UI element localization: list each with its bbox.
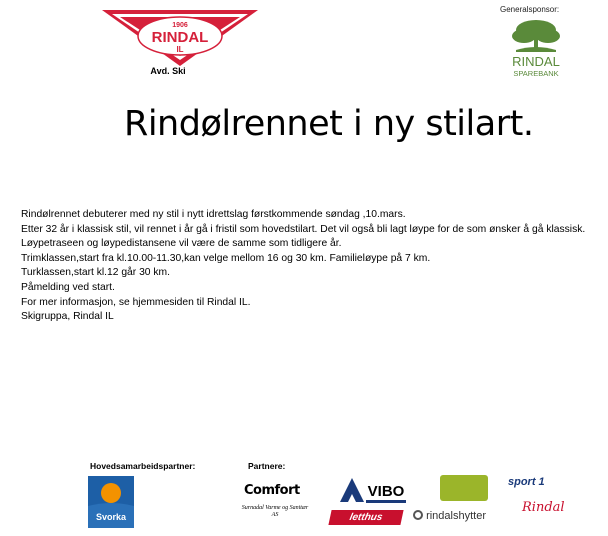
- rindalshytter-name: rindalshytter: [426, 510, 486, 522]
- rindalshytter-logo: [413, 510, 486, 522]
- svorka-name: Svorka: [95, 512, 127, 522]
- rindal-sparebank-logo: [500, 14, 572, 80]
- rindalshytter-ring-icon: [413, 510, 423, 520]
- club-name: RINDAL: [151, 29, 209, 46]
- vibo-name: VIBO: [367, 483, 405, 500]
- club-suffix: IL: [176, 45, 184, 54]
- svorka-logo: [88, 476, 134, 528]
- club-department: Avd. Ski: [150, 66, 186, 76]
- body-paragraph: Trimklassen,start fra kl.10.00-11.30,kan velge mellom 16 og 30 km. Familieløype på 7 km.: [21, 252, 431, 264]
- club-year: 1906: [172, 22, 188, 29]
- rindal-partner-logo: Rindal: [522, 500, 565, 515]
- body-paragraph: Rindølrennet debuterer med ny stil i nytt idrettslag førstkommende søndag ,10.mars.: [21, 209, 406, 220]
- vibo-logo: [336, 474, 408, 508]
- letthus-logo: letthus: [328, 510, 403, 525]
- article-body: [21, 208, 591, 325]
- sport1-logo: sport 1: [508, 476, 545, 488]
- rindalshytter-badge-icon: [440, 475, 488, 501]
- sponsor-sub: SPAREBANK: [513, 69, 559, 78]
- body-paragraph: For mer informasjon, se hjemmesiden til Rindal IL.: [21, 296, 251, 308]
- body-paragraph: Turklassen,start kl.12 går 30 km.: [21, 267, 170, 279]
- sponsor-label: Generalsponsor:: [500, 5, 560, 14]
- comfort-logo: Comfort: [244, 483, 300, 498]
- body-paragraph: Etter 32 år i klassisk stil, vil rennet i år gå i fristil som hovedstilart. Det vil også bli lagt løype for de som ønsker å gå klassisk.: [21, 223, 586, 235]
- body-paragraph: Påmelding ved start.: [21, 281, 115, 293]
- sponsor-name: RINDAL: [512, 54, 560, 69]
- body-paragraph: Skigruppa, Rindal IL: [21, 311, 114, 323]
- page-title: Rindølrennet i ny stilart.: [124, 104, 534, 144]
- main-partner-label: Hovedsamarbeidspartner:: [90, 461, 196, 471]
- surnadal-logo: Surnadal Varme og Sanitær AS: [241, 505, 309, 518]
- partners-label: Partnere:: [248, 461, 286, 471]
- body-paragraph: Løypetraseen og løypedistansene vil være de samme som tidligere år.: [21, 238, 342, 250]
